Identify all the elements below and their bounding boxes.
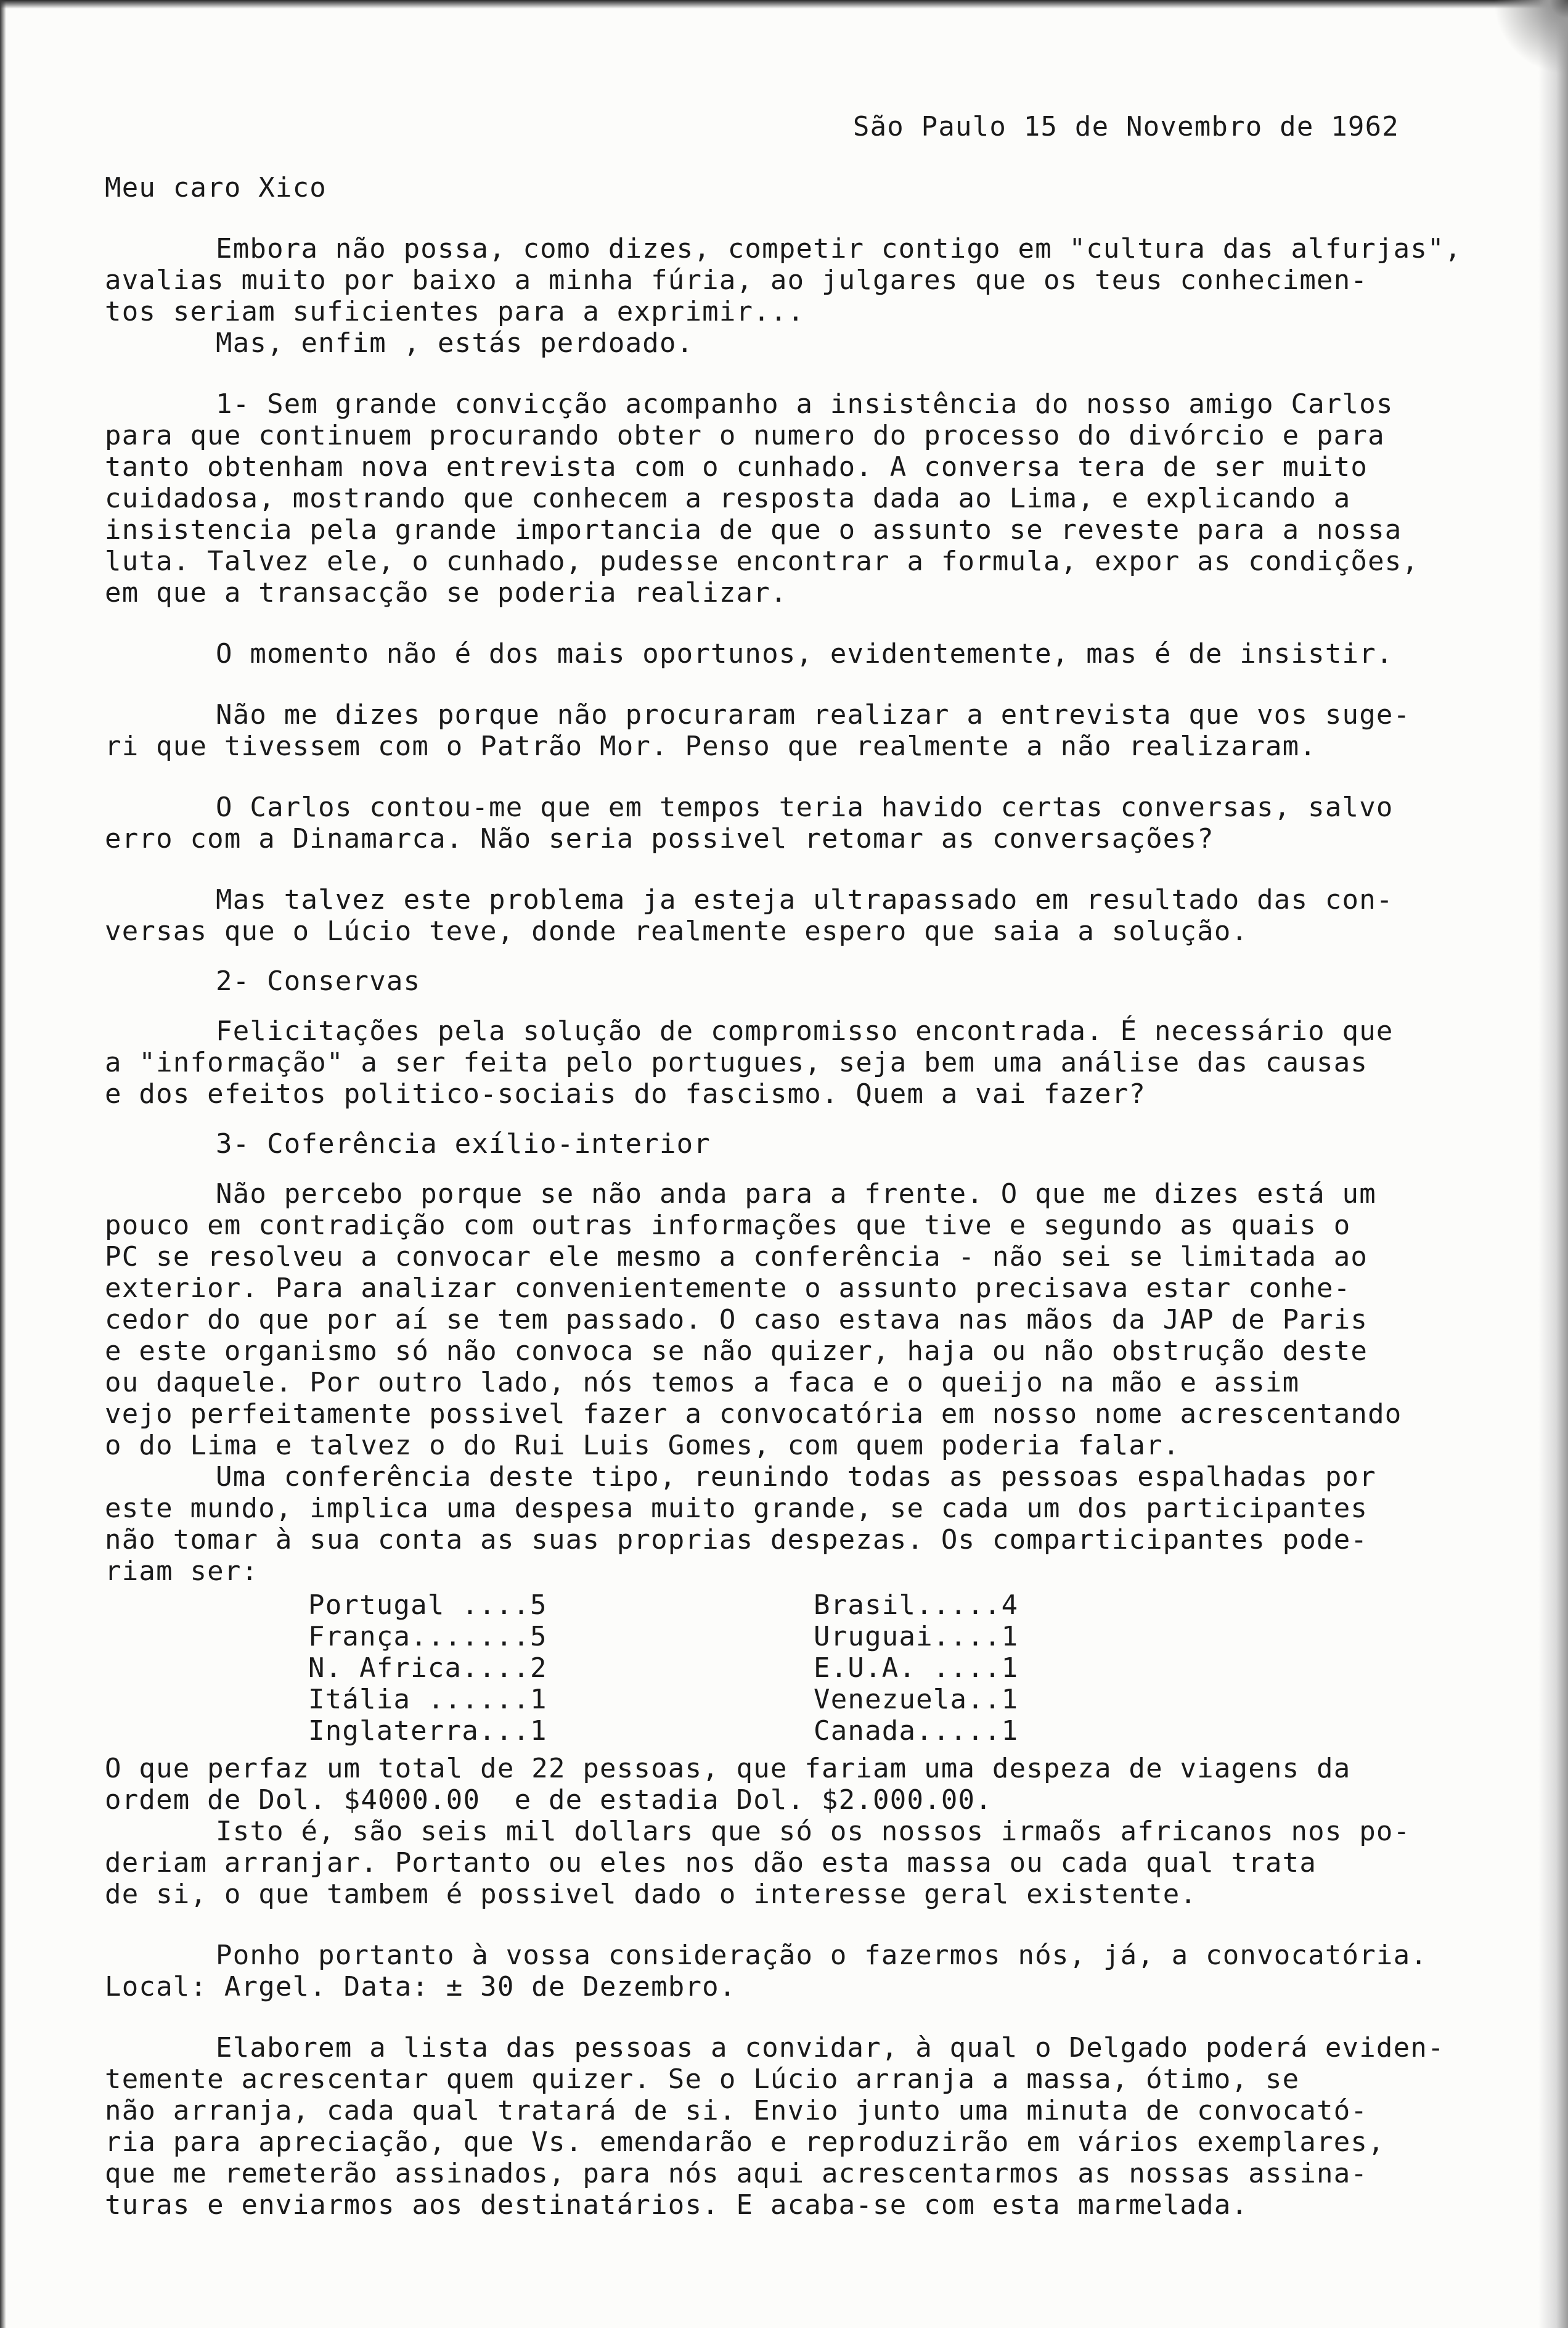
- p7-line: vejo perfeitamente possivel fazer a convocatória em nosso nome acrescentando: [105, 1398, 1402, 1430]
- scan-right-edge: [1538, 0, 1568, 2328]
- p1-line: para que continuem procurando obter o numero do processo do divórcio e para: [105, 420, 1385, 451]
- participant-entry: Brasil.....4: [814, 1589, 1019, 1621]
- participant-entry: E.U.A. ....1: [814, 1652, 1019, 1684]
- p1-line: 1- Sem grande convicção acompanho a insistência do nosso amigo Carlos: [216, 388, 1394, 420]
- p1-line: em que a transacção se poderia realizar.: [105, 577, 788, 609]
- p8-line: Uma conferência deste tipo, reunindo todas as pessoas espalhadas por: [216, 1461, 1376, 1493]
- p1-line: cuidadosa, mostrando que conhecem a resposta dada ao Lima, e explicando a: [105, 483, 1351, 514]
- p12-line: não arranja, cada qual tratará de si. Envio junto uma minuta de convocató-: [105, 2095, 1368, 2126]
- participant-entry: Venezuela..1: [814, 1684, 1019, 1715]
- p5-line: Mas talvez este problema ja esteja ultrapassado em resultado das con-: [216, 884, 1394, 916]
- p12-line: que me remeterão assinados, para nós aqui acrescentarmos as nossas assina-: [105, 2158, 1368, 2189]
- p1-line: insistencia pela grande importancia de que o assunto se reveste para a nossa: [105, 514, 1402, 546]
- intro-line: Embora não possa, como dizes, competir contigo em "cultura das alfurjas",: [216, 233, 1462, 264]
- p12-line: turas e enviarmos aos destinatários. E acaba-se com esta marmelada.: [105, 2189, 1249, 2221]
- p7-line: ou daquele. Por outro lado, nós temos a faca e o queijo na mão e assim: [105, 1367, 1300, 1398]
- p11-line: Ponho portanto à vossa consideração o fazermos nós, já, a convocatória.: [216, 1940, 1428, 1971]
- p7-line: pouco em contradição com outras informações que tive e segundo as quais o: [105, 1210, 1351, 1241]
- intro-line: avalias muito por baixo a minha fúria, ao julgares que os teus conhecimen-: [105, 264, 1368, 296]
- section-heading-conservas: 2- Conservas: [216, 965, 421, 997]
- p6-line: e dos efeitos politico-sociais do fascismo. Quem a vai fazer?: [105, 1078, 1146, 1110]
- p9-line: ordem de Dol. $4000.00 e de estadia Dol. $2.000.00.: [105, 1784, 992, 1816]
- p6-line: a "informação" a ser feita pelo portugues, seja bem uma análise das causas: [105, 1047, 1368, 1078]
- p4-line: erro com a Dinamarca. Não seria possivel retomar as conversações?: [105, 823, 1214, 855]
- p5-line: versas que o Lúcio teve, donde realmente espero que saia a solução.: [105, 916, 1249, 947]
- intro-line: tos seriam suficientes para a exprimir...: [105, 296, 805, 327]
- p10-line: de si, o que tambem é possivel dado o interesse geral existente.: [105, 1879, 1198, 1910]
- section-heading-conferencia: 3- Coferência exílio-interior: [216, 1128, 711, 1160]
- participant-entry: Portugal ....5: [308, 1589, 547, 1621]
- scan-corner-shadow: [1482, 0, 1568, 99]
- p7-line: Não percebo porque se não anda para a frente. O que me dizes está um: [216, 1178, 1376, 1210]
- p7-line: PC se resolveu a convocar ele mesmo a conferência - não sei se limitada ao: [105, 1241, 1368, 1273]
- participant-entry: França.......5: [308, 1621, 547, 1652]
- participant-entry: Inglaterra...1: [308, 1715, 547, 1747]
- scan-left-edge: [0, 0, 6, 2328]
- participant-entry: Canada.....1: [814, 1715, 1019, 1747]
- p11-line: Local: Argel. Data: ± 30 de Dezembro.: [105, 1971, 737, 2002]
- p12-line: temente acrescentar quem quizer. Se o Lúcio arranja a massa, ótimo, se: [105, 2064, 1300, 2095]
- participants-table: [105, 1589, 1485, 1747]
- p10-line: deriam arranjar. Portanto ou eles nos dão esta massa ou cada qual trata: [105, 1847, 1317, 1879]
- participant-entry: Uruguai....1: [814, 1621, 1019, 1652]
- participant-entry: N. Africa....2: [308, 1652, 547, 1684]
- p12-line: ria para apreciação, que Vs. emendarão e reproduzirão em vários exemplares,: [105, 2126, 1385, 2158]
- scan-top-edge: [0, 0, 1568, 9]
- p7-line: cedor do que por aí se tem passado. O caso estava nas mãos da JAP de Paris: [105, 1304, 1368, 1335]
- p1-line: luta. Talvez ele, o cunhado, pudesse encontrar a formula, expor as condições,: [105, 546, 1419, 577]
- p1-line: tanto obtenham nova entrevista com o cunhado. A conversa tera de ser muito: [105, 451, 1368, 483]
- p12-line: Elaborem a lista das pessoas a convidar, à qual o Delgado poderá eviden-: [216, 2032, 1445, 2064]
- p8-line: riam ser:: [105, 1555, 259, 1587]
- participant-entry: Itália ......1: [308, 1684, 547, 1715]
- p3-line: ri que tivessem com o Patrão Mor. Penso que realmente a não realizaram.: [105, 731, 1317, 762]
- p7-line: exterior. Para analizar convenientemente o assunto precisava estar conhe-: [105, 1273, 1351, 1304]
- intro-line: Mas, enfim , estás perdoado.: [216, 327, 694, 359]
- letter-body: [105, 111, 1485, 2221]
- p8-line: este mundo, implica uma despesa muito grande, se cada um dos participantes: [105, 1493, 1368, 1524]
- p10-line: Isto é, são seis mil dollars que só os nossos irmaõs africanos nos po-: [216, 1816, 1411, 1847]
- p6-line: Felicitações pela solução de compromisso encontrada. É necessário que: [216, 1015, 1394, 1047]
- p8-line: não tomar à sua conta as suas proprias despezas. Os comparticipantes pode-: [105, 1524, 1368, 1555]
- p2-line: O momento não é dos mais oportunos, evidentemente, mas é de insistir.: [216, 638, 1394, 670]
- p7-line: e este organismo só não convoca se não quizer, haja ou não obstrução deste: [105, 1335, 1368, 1367]
- date-line: São Paulo 15 de Novembro de 1962: [852, 111, 1399, 142]
- p7-line: o do Lima e talvez o do Rui Luis Gomes, com quem poderia falar.: [105, 1430, 1180, 1461]
- p3-line: Não me dizes porque não procuraram realizar a entrevista que vos suge-: [216, 699, 1411, 731]
- p4-line: O Carlos contou-me que em tempos teria havido certas conversas, salvo: [216, 792, 1394, 823]
- salutation: Meu caro Xico: [105, 172, 327, 203]
- p9-line: O que perfaz um total de 22 pessoas, que fariam uma despeza de viagens da: [105, 1753, 1351, 1784]
